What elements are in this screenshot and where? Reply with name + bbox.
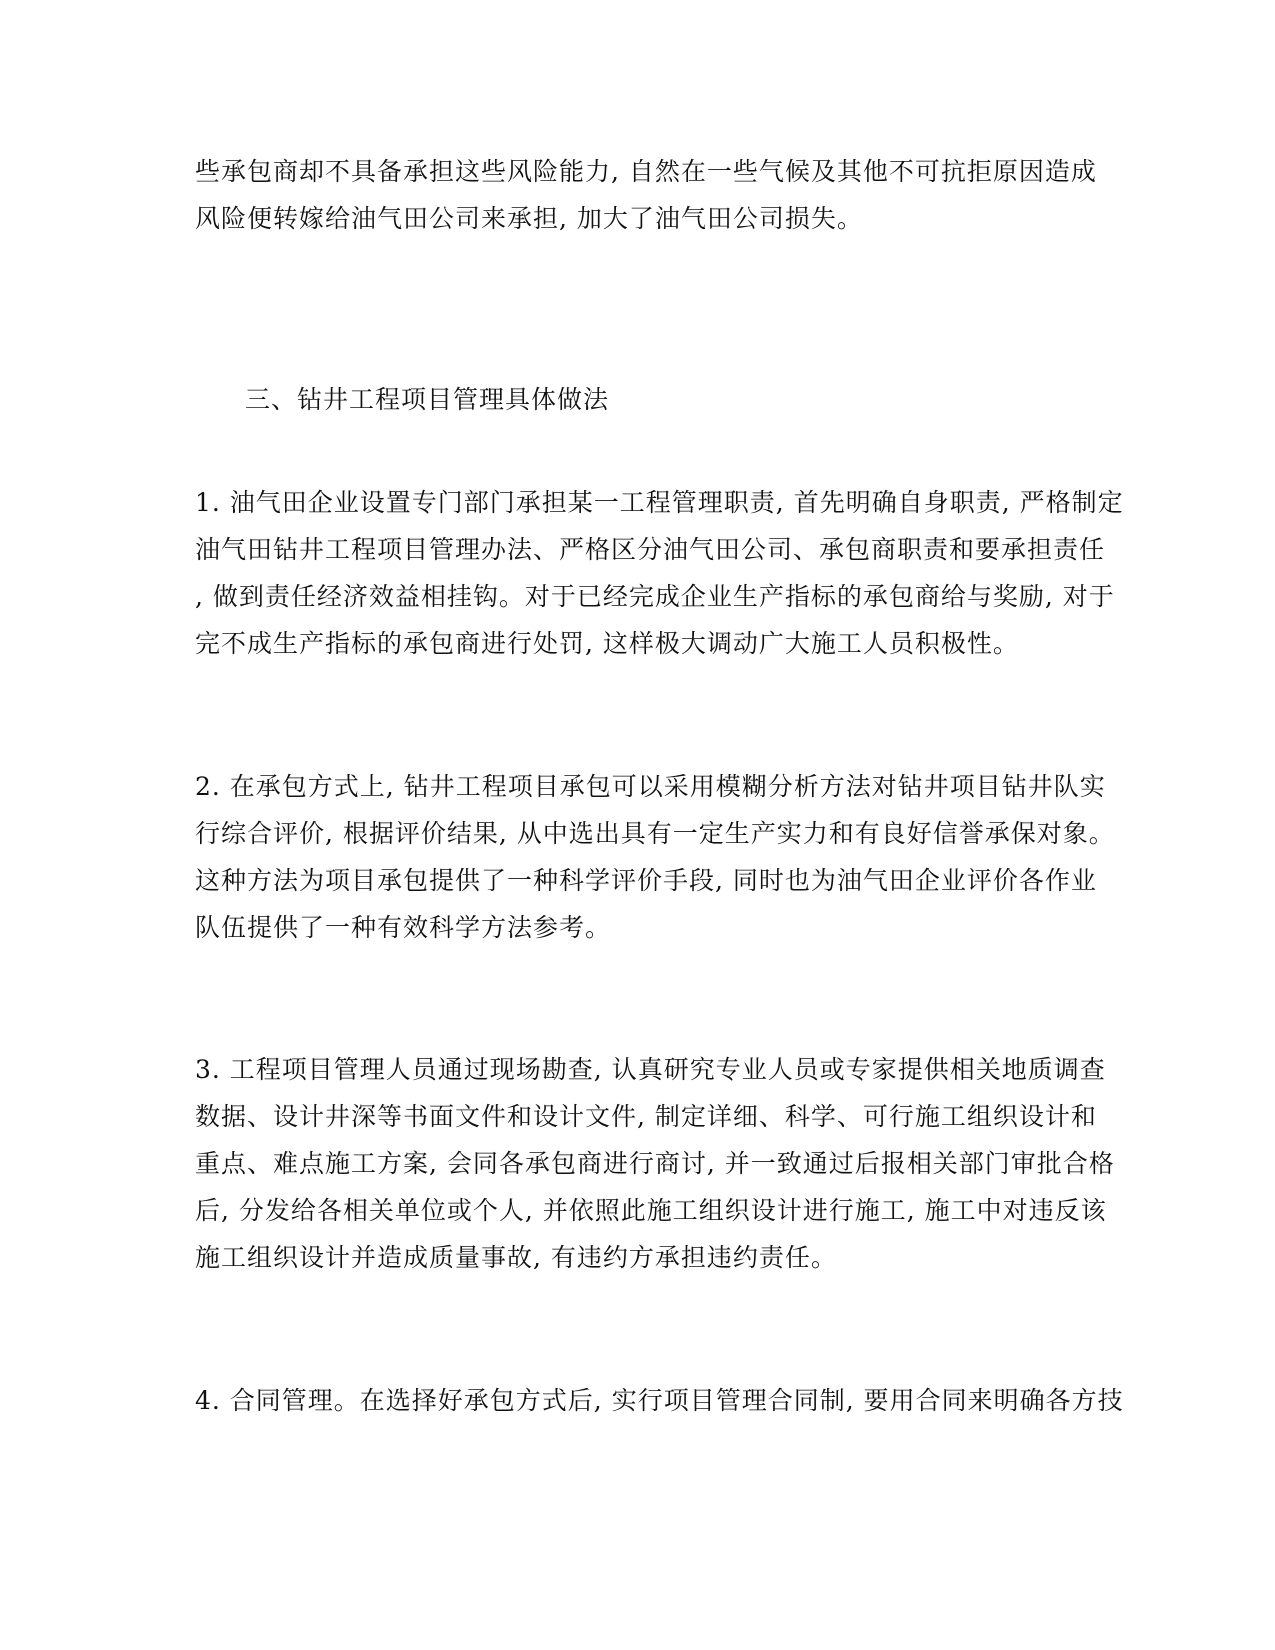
- paragraph-line: 行综合评价, 根据评价结果, 从中选出具有一定生产实力和有良好信誉承保对象。: [195, 819, 1115, 848]
- paragraph-line: 数据、设计井深等书面文件和设计文件, 制定详细、科学、可行施工组织设计和: [195, 1102, 1097, 1131]
- paragraph-line: 风险便转嫁给油气田公司来承担, 加大了油气田公司损失。: [195, 204, 863, 233]
- paragraph-line: 1. 油气田企业设置专门部门承担某一工程管理职责, 首先明确自身职责, 严格制定: [195, 488, 1124, 517]
- paragraph-line: 2. 在承包方式上, 钻井工程项目承包可以采用模糊分析方法对钻井项目钻井队实: [195, 772, 1106, 801]
- paragraph-line: 3. 工程项目管理人员通过现场勘查, 认真研究专业人员或专家提供相关地质调查: [195, 1055, 1106, 1084]
- paragraph-line: 这种方法为项目承包提供了一种科学评价手段, 同时也为油气田企业评价各作业: [195, 866, 1097, 895]
- paragraph-line: 油气田钻井工程项目管理办法、严格区分油气田公司、承包商职责和要承担责任: [195, 535, 1106, 564]
- section-heading: 三、钻井工程项目管理具体做法: [245, 385, 610, 414]
- paragraph-line: 些承包商却不具备承担这些风险能力, 自然在一些气候及其他不可抗拒原因造成: [195, 157, 1097, 186]
- paragraph-line: 后, 分发给各相关单位或个人, 并依照此施工组织设计进行施工, 施工中对违反该: [195, 1196, 1107, 1225]
- paragraph-line: 完不成生产指标的承包商进行处罚, 这样极大调动广大施工人员积极性。: [195, 629, 1019, 658]
- paragraph-line: , 做到责任经济效益相挂钩。对于已经完成企业生产指标的承包商给与奖励, 对于: [195, 582, 1115, 611]
- paragraph-line: 4. 合同管理。在选择好承包方式后, 实行项目管理合同制, 要用合同来明确各方技: [195, 1386, 1124, 1415]
- paragraph-line: 重点、难点施工方案, 会同各承包商进行商讨, 并一致通过后报相关部门审批合格: [195, 1149, 1115, 1178]
- paragraph-line: 施工组织设计并造成质量事故, 有违约方承担违约责任。: [195, 1243, 837, 1272]
- paragraph-line: 队伍提供了一种有效科学方法参考。: [195, 913, 612, 942]
